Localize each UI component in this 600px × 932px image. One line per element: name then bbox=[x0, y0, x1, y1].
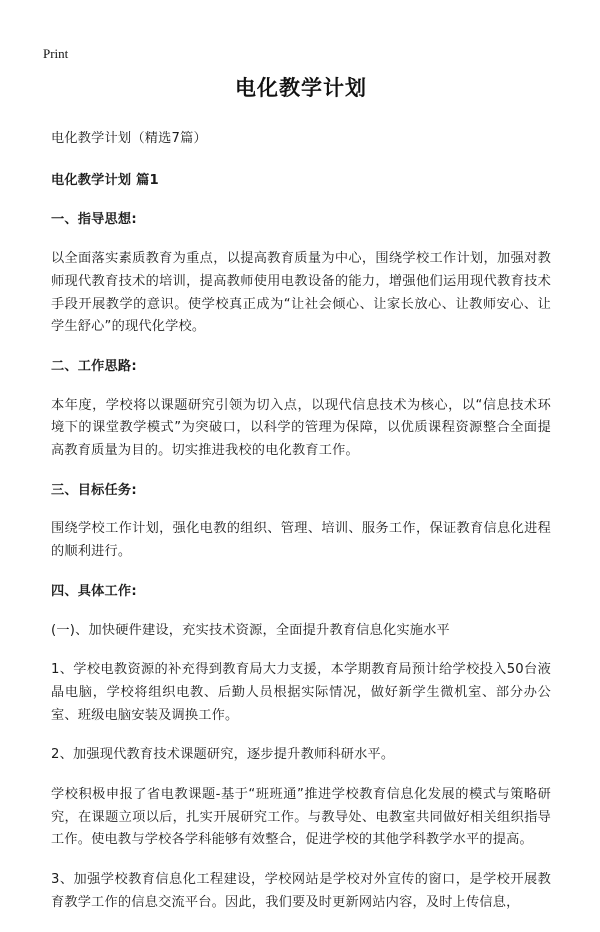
page-title: 电化教学计划 bbox=[235, 76, 367, 100]
document-heading: 四、具体工作: bbox=[51, 583, 137, 599]
document-paragraph: (一)、加快硬件建设，充实技术资源，全面提升教育信息化实施水平 bbox=[51, 622, 450, 638]
document-paragraph: 以全面落实素质教育为重点，以提高教育质量为中心，围绕学校工作计划，加强对教师现代教育技术的培训，提高教师使用电教设备的能力，增强他们运用现代教育技术手段开展教学的意识。使学校真正成为“让社会倾心、让家长放心、让教师安心、让学生舒心”的现代化学校。 bbox=[51, 251, 551, 335]
document-heading: 二、工作思路: bbox=[51, 358, 137, 374]
document-paragraph: 本年度，学校将以课题研究引领为切入点，以现代信息技术为核心，以“信息技术环境下的课堂教学模式”为突破口，以科学的管理为保障，以优质课程资源整合全面提高教育质量为目的。切实推进我校的电化教育工作。 bbox=[51, 397, 551, 459]
document-heading: 一、指导思想: bbox=[51, 212, 137, 228]
document-paragraph: 2、加强现代教育技术课题研究，逐步提升教师科研水平。 bbox=[51, 747, 395, 763]
document-paragraph: 围绕学校工作计划，强化电教的组织、管理、培训、服务工作，保证教育信息化进程的顺利进行。 bbox=[51, 521, 551, 560]
document-content bbox=[51, 72, 551, 932]
document-section-label: 电化教学计划 篇1 bbox=[51, 172, 159, 188]
document-paragraph: 电化教学计划（精选7篇） bbox=[51, 131, 207, 146]
print-link[interactable]: Print bbox=[43, 46, 69, 61]
document-paragraph: 学校积极申报了省电教课题-基于“班班通”推进学校教育信息化发展的模式与策略研究，在课题立项以后，扎实开展研究工作。与教导处、电教室共同做好相关组织指导工作。使电教与学校各学科能够有效整合，促进学校的其他学科教学水平的提高。 bbox=[51, 787, 551, 848]
document-paragraph: 3、加强学校教育信息化工程建设，学校网站是学校对外宣传的窗口，是学校开展教育教学工作的信息交流平台。因此，我们要及时更新网站内容，及时上传信息， bbox=[51, 872, 551, 910]
document-paragraph: 1、学校电教资源的补充得到教育局大力支援，本学期教育局预计给学校投入50台液晶电脑，学校将组织电教、后勤人员根据实际情况，做好新学生微机室、部分办公室、班级电脑安装及调换工作。 bbox=[51, 662, 551, 723]
document-heading: 三、目标任务: bbox=[51, 482, 137, 498]
